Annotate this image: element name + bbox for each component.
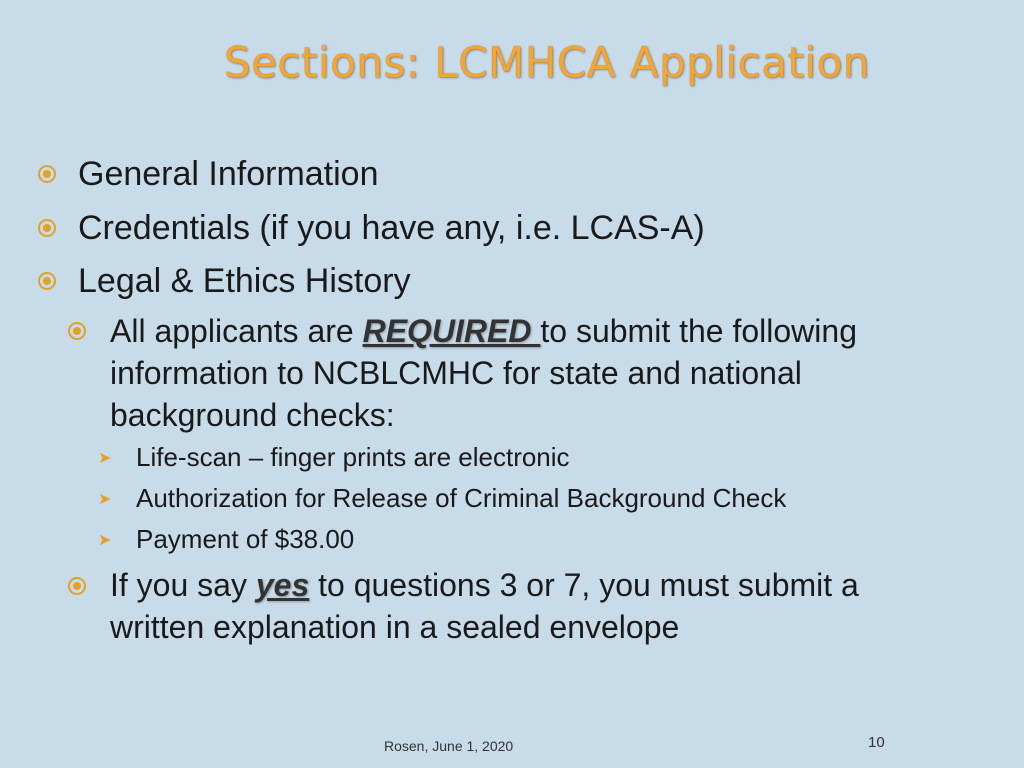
arrow-bullet-icon: ➤ [98, 491, 112, 508]
required-emphasis: REQUIRED [362, 313, 541, 349]
required-paragraph [110, 310, 857, 436]
required-line-2: information to NCBLCMHC for state and national [110, 355, 802, 391]
bullet-general-information: General Information [78, 155, 379, 193]
bullet-circle-icon [38, 165, 56, 183]
bullet-circle-icon [68, 577, 86, 595]
subitem-payment: Payment of $38.00 [136, 524, 355, 554]
arrow-bullet-icon: ➤ [98, 450, 112, 467]
yes-paragraph [110, 564, 859, 648]
required-line-3: background checks: [110, 397, 395, 433]
slide-title: Sections: LCMHCA Application [223, 38, 871, 87]
arrow-bullet-icon: ➤ [98, 532, 112, 549]
required-post: to submit the following [540, 313, 857, 349]
yes-line-2: written explanation in a sealed envelope [110, 609, 680, 645]
bullet-credentials: Credentials (if you have any, i.e. LCAS-A) [78, 209, 705, 247]
required-pre: All applicants are [110, 313, 363, 349]
page-number: 10 [868, 734, 885, 751]
bullet-circle-icon [68, 322, 86, 340]
yes-post: to questions 3 or 7, you must submit a [309, 567, 859, 603]
footer-text: Rosen, June 1, 2020 [384, 738, 514, 754]
subitem-life-scan: Life-scan – finger prints are electronic [136, 442, 570, 472]
yes-emphasis: yes [255, 567, 310, 603]
bullet-legal-ethics-history: Legal & Ethics History [78, 262, 411, 300]
bullet-circle-icon [38, 219, 56, 237]
subitem-authorization: Authorization for Release of Criminal Background Check [136, 483, 787, 513]
yes-pre: If you say [110, 567, 256, 603]
bullet-circle-icon [38, 272, 56, 290]
